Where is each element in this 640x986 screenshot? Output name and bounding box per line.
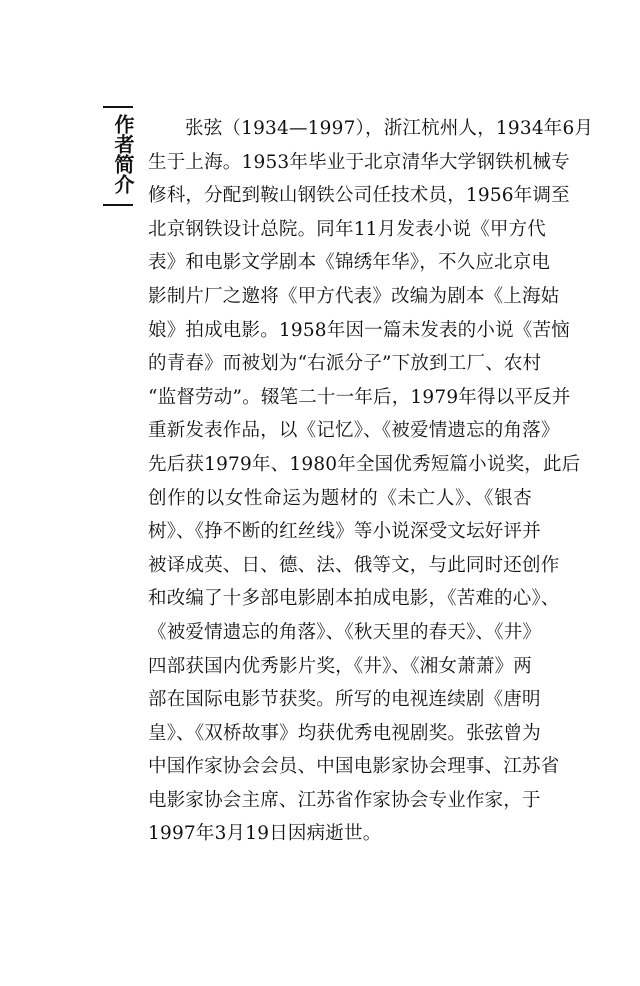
section-heading xyxy=(103,106,133,206)
bio-line: 树》、《挣不断的红丝线》等小说深受文坛好评并 xyxy=(148,521,541,543)
bio-line: 娘》拍成电影。1958年因一篇未发表的小说《苦恼 xyxy=(148,319,570,341)
bio-line: 和改编了十多部电影剧本拍成电影，《苦难的心》、 xyxy=(148,588,560,610)
author-bio xyxy=(148,112,594,851)
bio-line: 先后获1979年、1980年全国优秀短篇小说奖，此后 xyxy=(148,453,581,475)
bio-line: 北京钢铁设计总院。同年11月发表小说《甲方代 xyxy=(148,218,546,240)
bio-line: 四部获国内优秀影片奖，《井》、《湘女萧萧》两 xyxy=(148,655,532,677)
bio-line: 修科，分配到鞍山钢铁公司任技术员，1956年调至 xyxy=(148,185,570,207)
bio-line: “监督劳动”。辍笔二十一年后，1979年得以平反并 xyxy=(148,386,571,408)
bio-line: 影制片厂之邀将《甲方代表》改编为剧本《上海姑 xyxy=(148,285,560,307)
bio-line: 生于上海。1953年毕业于北京清华大学钢铁机械专 xyxy=(148,151,570,173)
heading-title: 作者简介 xyxy=(111,114,135,194)
bio-line: 《被爱情遗忘的角落》、《秋天里的春天》、《井》 xyxy=(148,621,542,643)
bio-line: 部在国际电影节获奖。所写的电视连续剧《唐明 xyxy=(148,689,541,711)
bio-line: 1997年3月19日因病逝世。 xyxy=(148,823,382,845)
bio-line: 的青春》而被划为“右派分子”下放到工厂、农村 xyxy=(148,353,542,375)
bio-line: 中国作家协会会员、中国电影家协会理事、江苏省 xyxy=(148,756,560,778)
bio-line: 表》和电影文学剧本《锦绣年华》，不久应北京电 xyxy=(148,252,551,274)
bio-line: 张弦（1934—1997），浙江杭州人，1934年6月 xyxy=(185,118,594,139)
bio-line: 重新发表作品，以《记忆》、《被爱情遗忘的角落》 xyxy=(148,420,560,442)
heading-bottom-rule xyxy=(103,204,133,206)
bio-line: 皇》、《双桥故事》均获优秀电视剧奖。张弦曾为 xyxy=(148,722,541,744)
heading-top-rule xyxy=(103,106,133,108)
bio-line: 电影家协会主席、江苏省作家协会专业作家，于 xyxy=(148,789,541,811)
bio-line: 被译成英、日、德、法、俄等文，与此同时还创作 xyxy=(148,554,560,576)
bio-line: 创作的以女性命运为题材的《未亡人》、《银杏 xyxy=(148,487,532,509)
